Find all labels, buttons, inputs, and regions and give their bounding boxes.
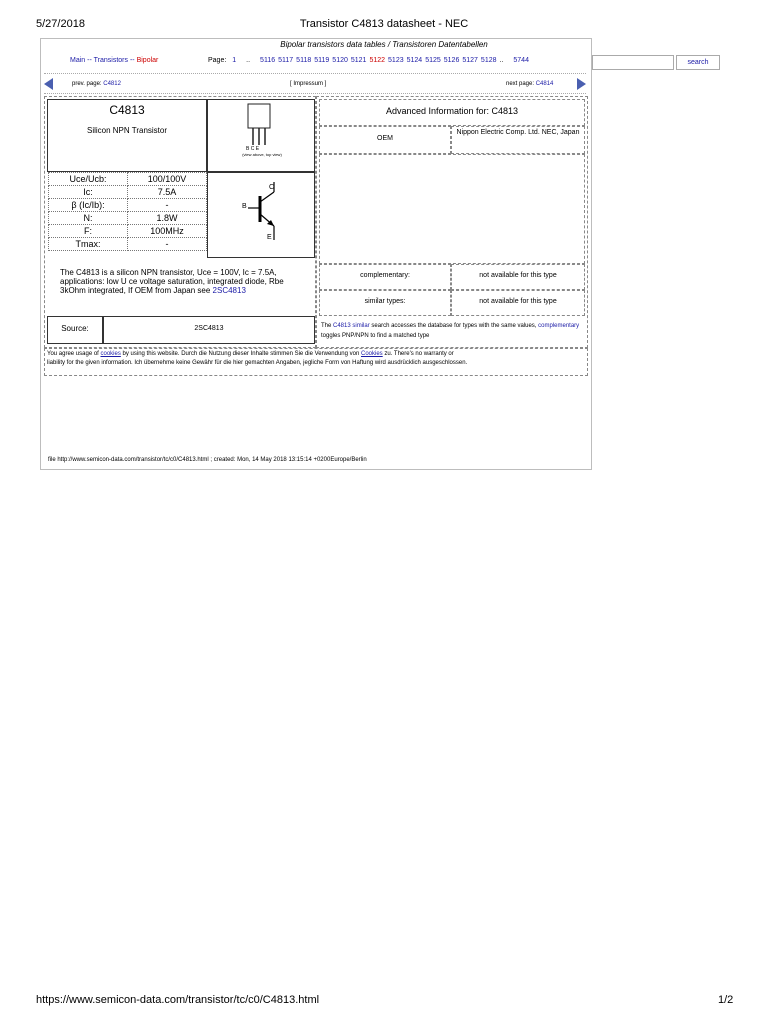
- page-link[interactable]: 5117: [278, 57, 294, 64]
- cookies-link-de[interactable]: Cookies: [361, 351, 383, 357]
- divider: [44, 93, 586, 94]
- page-link: ..: [246, 57, 251, 64]
- next-page[interactable]: [506, 81, 553, 87]
- description-text: The C4813 is a silicon NPN transistor, Uce = 100V, Ic = 7.5A, applications: low U ce voltage saturation, integrated diode, Rbe 3kOhm integrated, If OEM from Japan see: [60, 268, 284, 295]
- page-label: Page:: [208, 57, 227, 64]
- page-link[interactable]: 5127: [462, 57, 478, 64]
- prev-page[interactable]: [72, 81, 121, 87]
- spec-value: 100/100V: [128, 173, 207, 186]
- pin-label: B C E: [246, 146, 260, 152]
- spec-table: [48, 172, 207, 251]
- emitter-label: E: [267, 234, 272, 241]
- page-link[interactable]: 5120: [332, 57, 348, 64]
- spec-key: F:: [49, 225, 128, 238]
- print-page-number: 1/2: [718, 994, 734, 1006]
- legal-mid: by using this website. Durch die Nutzung dieser Inhalte stimmen Sie die Verwendung von: [122, 351, 360, 357]
- note-complementary-link[interactable]: complementary: [538, 323, 580, 329]
- spec-key: Tmax:: [49, 238, 128, 251]
- spec-row: [49, 225, 207, 238]
- spec-value: 7.5A: [128, 186, 207, 199]
- breadcrumb-main[interactable]: Main: [70, 57, 86, 64]
- oem-value: Nippon Electric Comp. Ltd. NEC, Japan: [456, 129, 580, 136]
- legal-end: zu. There's no warranty or: [384, 351, 454, 357]
- pin-note: (view above, top view): [242, 152, 282, 157]
- note-end: toggles PNP/NPN to find a matched type: [321, 333, 430, 339]
- base-label: B: [242, 203, 247, 210]
- page-link: ..: [499, 57, 504, 64]
- note-part: C4813: [333, 323, 351, 329]
- breadcrumb-sep: --: [129, 57, 135, 64]
- page-link[interactable]: 5118: [296, 57, 312, 64]
- note-similar-link[interactable]: similar: [352, 323, 370, 329]
- breadcrumb-bipolar: Bipolar: [136, 57, 159, 64]
- spec-key: β (Ic/Ib):: [49, 199, 128, 212]
- search-button[interactable]: search: [676, 55, 720, 70]
- breadcrumb-transistors[interactable]: Transistors: [93, 57, 128, 64]
- legal-pre: You agree usage of: [47, 351, 99, 357]
- page-link[interactable]: 5124: [406, 57, 423, 64]
- part-name: C4813: [109, 103, 145, 117]
- page-link[interactable]: 5123: [388, 57, 404, 64]
- prev-page-link[interactable]: C4812: [103, 81, 121, 87]
- site-subtitle: Bipolar transistors data tables / Transistoren Datentabellen: [280, 40, 488, 49]
- source-label: Source:: [61, 324, 89, 333]
- spec-row: [49, 238, 207, 251]
- impressum-link[interactable]: [ Impressum ]: [290, 81, 327, 87]
- file-info: file http://www.semicon-data.com/transistor/tc/c0/C4813.html ; created: Mon, 14 May 2018 13:15:14 +0200Europe/Berlin: [48, 457, 367, 463]
- complementary-label: complementary:: [360, 272, 410, 279]
- print-date: 5/27/2018: [36, 18, 85, 30]
- spec-row: [49, 173, 207, 186]
- spec-key: Ic:: [49, 186, 128, 199]
- page-link[interactable]: 5121: [350, 57, 367, 64]
- similar-label: similar types:: [364, 298, 406, 305]
- spec-key: N:: [49, 212, 128, 225]
- part-type: Silicon NPN Transistor: [86, 126, 168, 135]
- oem-label: OEM: [377, 135, 393, 142]
- page-link[interactable]: 5119: [314, 57, 330, 64]
- part-description: [60, 268, 310, 295]
- breadcrumb-sep: --: [87, 57, 92, 64]
- page-link[interactable]: 1: [232, 57, 237, 64]
- pagination: [208, 57, 532, 64]
- prev-arrow-icon[interactable]: [44, 78, 53, 90]
- spec-value: 100MHz: [128, 225, 207, 238]
- page-link[interactable]: 5126: [443, 57, 460, 64]
- page-link[interactable]: 5122: [369, 57, 386, 64]
- collector-label: C: [269, 184, 275, 191]
- advanced-note: [321, 321, 583, 341]
- print-url: https://www.semicon-data.com/transistor/tc/c0/C4813.html: [36, 994, 320, 1006]
- spec-value: -: [128, 199, 207, 212]
- source-value[interactable]: 2SC4813: [194, 325, 224, 332]
- search-input[interactable]: [592, 55, 674, 70]
- legal-text: [47, 350, 583, 368]
- npn-transistor-symbol-icon: [236, 180, 296, 246]
- page-link[interactable]: 5128: [480, 57, 497, 64]
- spec-key: Uce/Ucb:: [49, 173, 128, 186]
- page-link[interactable]: 5116: [260, 57, 276, 64]
- note-mid: search accesses the database for types with the same values,: [371, 323, 537, 329]
- note-pre: The: [321, 323, 332, 329]
- similar-value: not available for this type: [479, 298, 557, 305]
- complementary-value: not available for this type: [479, 272, 557, 279]
- legal-line2: liability for the given information. Ich übernehme keine Gewähr für die hier gemachten Angaben, jegliche Form von Haftung wird ausdrücklich ausgeschlossen.: [47, 360, 468, 366]
- advanced-empty-box: [319, 154, 585, 264]
- spec-value: -: [128, 238, 207, 251]
- next-page-link[interactable]: C4814: [535, 81, 554, 87]
- next-arrow-icon[interactable]: [577, 78, 586, 90]
- spec-row: [49, 212, 207, 225]
- spec-row: [49, 199, 207, 212]
- spec-row: [49, 186, 207, 199]
- description-link[interactable]: 2SC4813: [212, 286, 246, 295]
- divider: [44, 73, 586, 74]
- breadcrumb: [70, 57, 158, 64]
- advanced-title: Advanced Information for: C4813: [385, 106, 519, 116]
- next-page-label: next page:: [506, 81, 535, 87]
- prev-page-label: prev. page:: [72, 81, 102, 87]
- page-link[interactable]: 5744: [513, 57, 529, 64]
- cookies-link[interactable]: cookies: [100, 351, 121, 357]
- print-title: Transistor C4813 datasheet - NEC: [299, 18, 469, 30]
- page-link[interactable]: 5125: [425, 57, 441, 64]
- spec-value: 1.8W: [128, 212, 207, 225]
